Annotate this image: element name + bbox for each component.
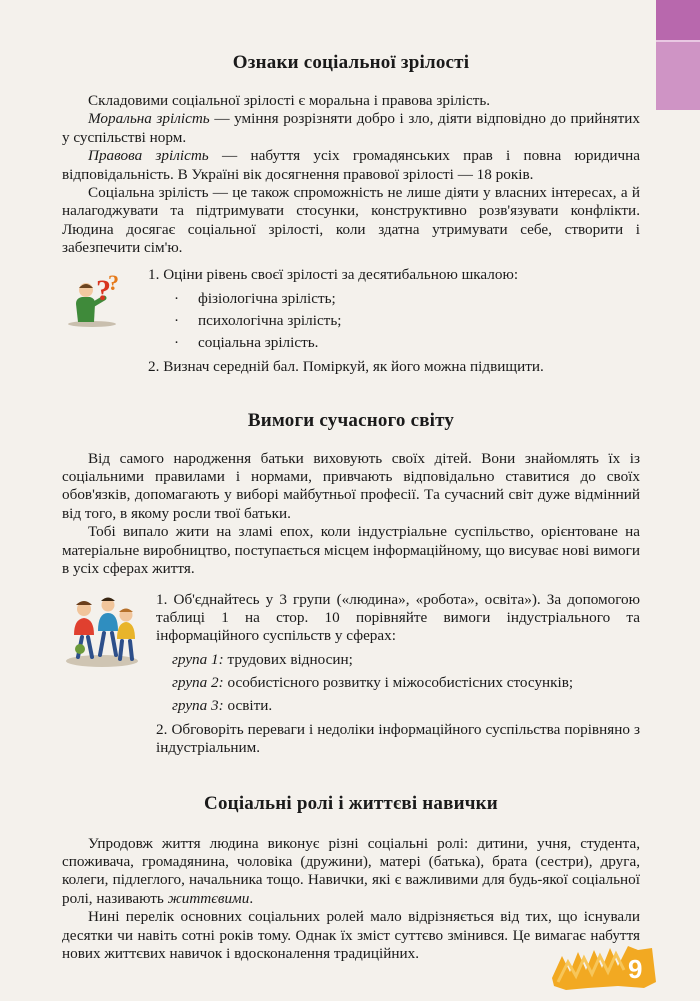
paragraph bbox=[62, 835, 640, 909]
svg-text:?: ? bbox=[96, 273, 111, 307]
paragraph: Тобі випало жити на зламі епох, коли індустріальне суспільство, орієнтоване на матеріальне виробництво, поступається місцем інформаційному, що висуває нові вимоги в усіх сферах життя. bbox=[62, 523, 640, 578]
paragraph-text: — уміння розрізняти добро і зло, діяти відповідно до прийнятих у суспільстві норм. bbox=[62, 110, 640, 146]
bullet-mark: · bbox=[174, 311, 180, 329]
svg-text:?: ? bbox=[108, 269, 119, 295]
term-moral-maturity: Моральна зрілість bbox=[88, 110, 210, 128]
group-text: особистісного розвитку і міжособистісних стосунків; bbox=[223, 673, 574, 691]
group-discussion-icon bbox=[62, 593, 142, 669]
paragraph-text: Упродовж життя людина виконує різні соціальні ролі: дитини, учня, студента, споживача, громадянина, чоловіка (дружини), матері (батька), брата (сестри), друга, колеги, підлеглого, начальника тощо. Навички, які є важливими для будь-якої соціальної ролі, називають bbox=[62, 834, 640, 907]
paragraph-text: . bbox=[249, 889, 254, 907]
term-life-skills: життєвими bbox=[167, 889, 250, 907]
paragraph bbox=[62, 110, 640, 147]
group-item bbox=[172, 649, 640, 671]
paragraph: Нині перелік основних соціальних ролей мало відрізняється від тих, що існували десятки чи навіть сотні років тому. Однак їх зміст суттєво змінився. Це вимагає набуття нових життєвих навичок і вдосконалення традиційних. bbox=[62, 908, 640, 962]
group-item bbox=[172, 695, 640, 717]
task-item-2: 2. Визнач середній бал. Поміркуй, як його можна підвищити. bbox=[148, 357, 544, 375]
group-label: група 2: bbox=[172, 673, 224, 691]
section-title-social-roles: Соціальні ролі і життєві навички bbox=[204, 792, 498, 814]
group-text: трудових відносин; bbox=[223, 650, 353, 668]
term-legal-maturity: Правова зрілість bbox=[88, 147, 209, 165]
paragraph: Складовими соціальної зрілості є моральна і правова зрілість. bbox=[88, 92, 491, 109]
task-item-1: 1. Об'єднайтесь у 3 групи («людина», «робота», освіта»). За допомогою таблиці 1 на стор. 10 порівняйте вимоги індустріального та інформаційного суспільств у сферах: bbox=[156, 590, 640, 645]
group-item bbox=[172, 672, 640, 694]
list-item-text: фізіологічна зрілість; bbox=[198, 289, 336, 307]
list-item-text: психологічна зрілість; bbox=[198, 311, 342, 329]
task-item-2: 2. Обговоріть переваги і недоліки інформаційного суспільства порівняно з індустріальним. bbox=[156, 720, 640, 756]
page-number: 9 bbox=[628, 954, 643, 984]
task-block-1 bbox=[62, 266, 640, 378]
group-text: освіти. bbox=[223, 696, 273, 714]
page-number-badge bbox=[548, 942, 658, 992]
paragraph bbox=[62, 147, 640, 184]
bullet-mark: · bbox=[174, 289, 180, 307]
section-title-social-maturity: Ознаки соціальної зрілості bbox=[232, 52, 470, 73]
task-block-2 bbox=[62, 590, 640, 756]
section-title-modern-world: Вимоги сучасного світу bbox=[247, 409, 455, 431]
group-label: група 1: bbox=[172, 650, 224, 668]
bullet-mark: · bbox=[174, 333, 180, 351]
task-item-1: 1. Оціни рівень своєї зрілості за десятибальною шкалою: bbox=[148, 265, 519, 283]
side-color-bar bbox=[656, 0, 700, 1001]
paragraph: Від самого народження батьки виховують своїх дітей. Вони знайомлять їх із соціальними правилами і нормами, привчають відповідально ставитися до своїх обов'язків, допомагають у виборі майбутньої професії. Та сучасний світ дуже відмінний від того, в якому росли твої батьки. bbox=[62, 449, 640, 522]
group-label: група 3: bbox=[172, 696, 224, 714]
question-person-icon bbox=[64, 270, 126, 328]
page-content bbox=[62, 52, 640, 963]
paragraph-text: — набуття усіх громадянських прав і повна юридична відповідальність. В Україні вік досягнення правової зрілості — 18 років. bbox=[62, 147, 640, 183]
paragraph: Соціальна зрілість — це також спроможність не лише діяти у власних інтересах, а й налагоджувати та підтримувати стосунки, конструктивно розв'язувати конфлікти. Людина досягає соціальної зрілості, коли здатна утримувати себе, створити і забезпечити сім'ю. bbox=[62, 184, 640, 257]
list-item-text: соціальна зрілість. bbox=[198, 333, 319, 351]
